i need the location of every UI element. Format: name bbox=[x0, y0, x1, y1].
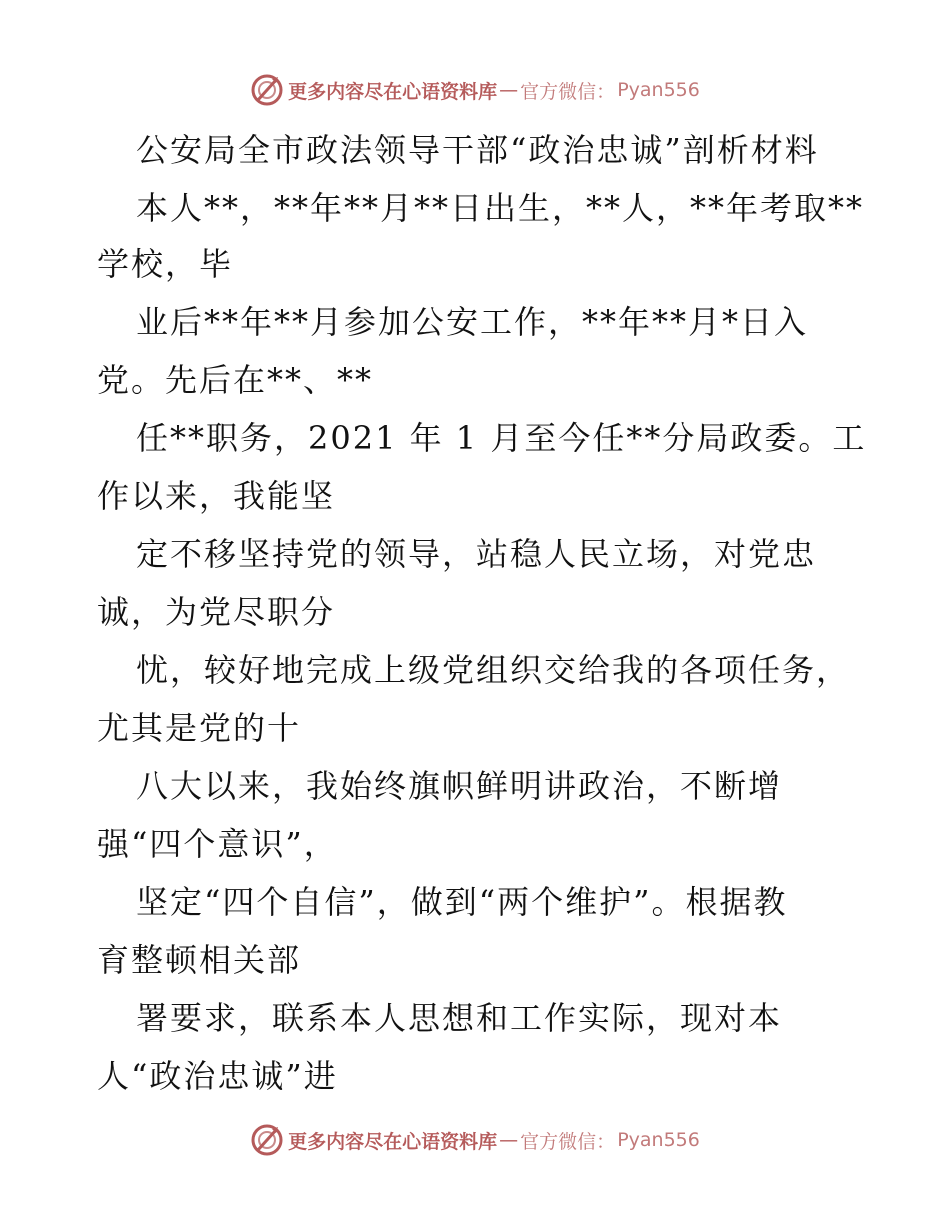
watermark-brand: 更多内容尽在心语资料库 bbox=[288, 80, 498, 103]
text-line: 人“政治忠诚”进 bbox=[97, 1057, 338, 1095]
text-line: 尤其是党的十 bbox=[97, 709, 302, 747]
text-line: 学校，毕 bbox=[97, 245, 234, 283]
text-line: 八大以来，我始终旗帜鲜明讲政治，不断增 bbox=[136, 767, 783, 805]
footer-watermark bbox=[0, 1120, 950, 1160]
text-line: 任**职务，2021 年 1 月至今任**分局政委。工 bbox=[136, 419, 867, 457]
watermark-wechat-id: Pyan556 bbox=[617, 1129, 700, 1151]
text-line: 署要求，联系本人思想和工作实际，现对本 bbox=[136, 999, 783, 1037]
text-line: 定不移坚持党的领导，站稳人民立场，对党忠 bbox=[136, 535, 817, 573]
brush-logo-icon bbox=[250, 1123, 284, 1157]
watermark-wechat-id: Pyan556 bbox=[617, 79, 700, 101]
header-watermark bbox=[0, 70, 950, 110]
watermark-dash: — bbox=[499, 1129, 519, 1151]
watermark-brand: 更多内容尽在心语资料库 bbox=[288, 1130, 498, 1153]
watermark-sub: 官方微信： bbox=[520, 80, 616, 103]
brush-logo-icon bbox=[250, 73, 284, 107]
text-line: 党。先后在**、** bbox=[97, 361, 374, 399]
text-line: 诚，为党尽职分 bbox=[97, 593, 336, 631]
text-line: 业后**年**月参加公安工作，**年**月*日入 bbox=[136, 303, 809, 341]
text-line: 坚定“四个自信”，做到“两个维护”。根据教 bbox=[136, 883, 788, 921]
watermark-dash: — bbox=[499, 79, 519, 101]
text-line: 本人**，**年**月**日出生，**人，**年考取** bbox=[136, 189, 865, 227]
watermark-sub: 官方微信： bbox=[520, 1130, 616, 1153]
text-line: 育整顿相关部 bbox=[97, 941, 302, 979]
title-line: 公安局全市政法领导干部“政治忠诚”剖析材料 bbox=[136, 131, 819, 169]
text-line: 强“四个意识”， bbox=[97, 825, 338, 863]
text-line: 作以来，我能坚 bbox=[97, 477, 336, 515]
text-line: 忧，较好地完成上级党组织交给我的各项任务， bbox=[136, 651, 851, 689]
